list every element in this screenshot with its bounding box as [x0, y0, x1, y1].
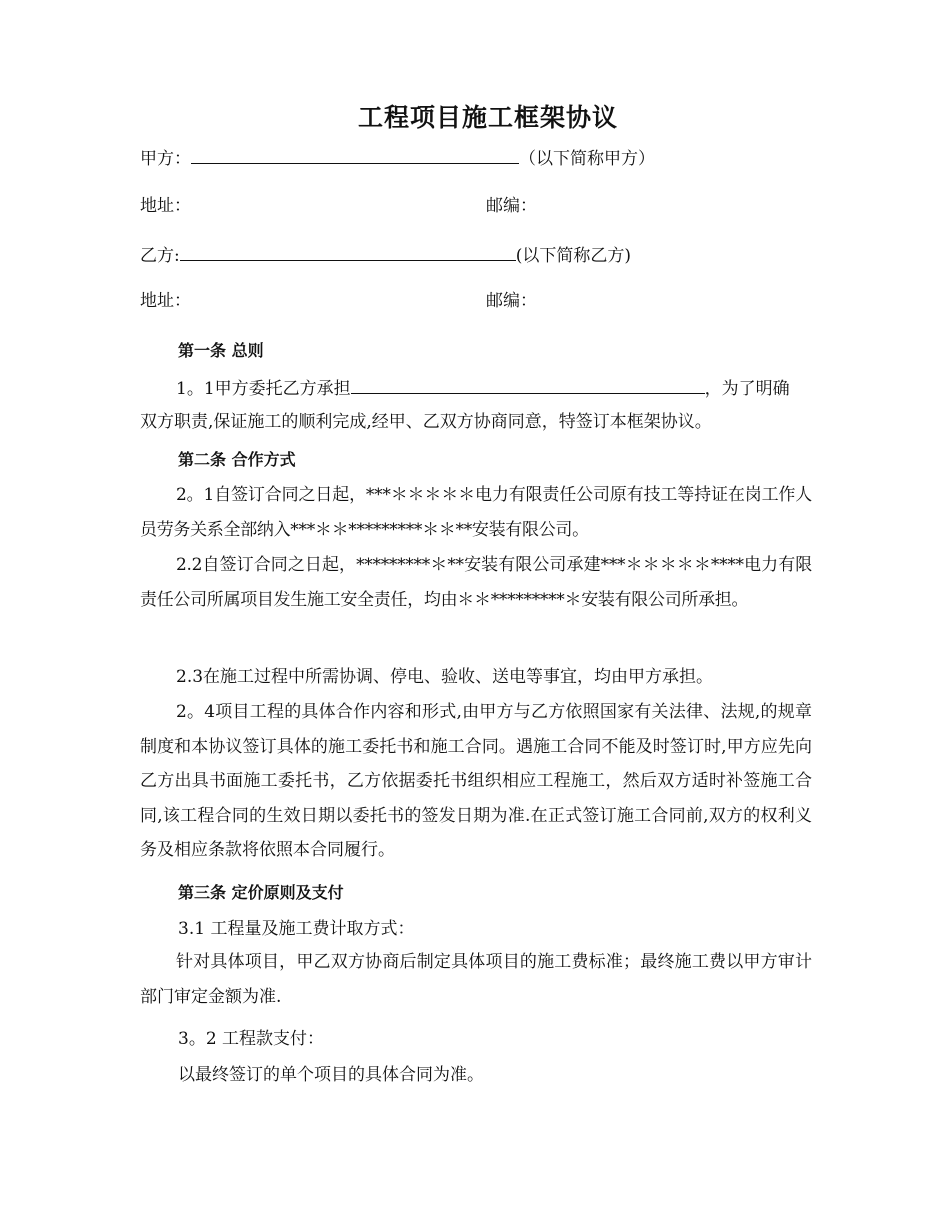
clause-2-1: 2。1自签订合同之日起，***＊＊＊＊＊电力有限责任公司原有技工等持证在岗工作人员劳务关系全部纳入***＊＊*********＊＊**安装有限公司。 — [140, 485, 812, 540]
party-b-postcode: 邮编： — [486, 291, 537, 311]
party-b-address: 地址： — [140, 291, 191, 311]
party-b-blank[interactable] — [180, 242, 516, 261]
clause-3-2-text: 以最终签订的单个项目的具体合同为准。 — [178, 1065, 484, 1085]
clause-3-1-title: 3.1 工程量及施工费计取方式： — [178, 919, 415, 939]
party-a-address: 地址： — [140, 196, 191, 216]
clause-2-2: 2.2自签订合同之日起，*********＊**安装有限公司承建***＊＊＊＊＊****电力有限责任公司所属项目发生施工安全责任，均由＊＊*********＊安装有限公司所承担。 — [140, 555, 812, 610]
party-a-suffix: （以下简称甲方） — [519, 149, 655, 169]
article-3-heading: 第三条 定价原则及支付 — [178, 883, 344, 902]
clause-1-1-line2: 双方职责,保证施工的顺利完成,经甲、乙双方协商同意，特签订本框架协议。 — [140, 412, 712, 432]
clause-3-2-title: 3。2 工程款支付： — [178, 1029, 325, 1049]
party-a-blank[interactable] — [191, 145, 519, 164]
clause-3-1-text: 针对具体项目，甲乙双方协商后制定具体项目的施工费标准；最终施工费以甲方审计部门审定金额为准. — [140, 952, 812, 1007]
clause-2-3: 2.3在施工过程中所需协调、停电、验收、送电等事宜，均由甲方承担。 — [176, 667, 714, 687]
party-a-label: 甲方： — [140, 149, 191, 169]
clause-1-1-suffix: ，为了明确 — [704, 379, 790, 399]
party-b-line — [140, 242, 631, 268]
article-1-heading: 第一条 总则 — [178, 341, 264, 360]
clause-1-1 — [176, 375, 790, 401]
project-blank[interactable] — [351, 375, 705, 394]
party-a-line — [140, 145, 655, 171]
document-title: 工程项目施工框架协议 — [357, 103, 618, 132]
party-b-label: 乙方: — [140, 246, 180, 266]
article-2-heading: 第二条 合作方式 — [178, 450, 296, 469]
clause-2-4: 2。4项目工程的具体合作内容和形式,由甲方与乙方依照国家有关法律、法规,的规章制度和本协议签订具体的施工委托书和施工合同。遇施工合同不能及时签订时,甲方应先向乙方出具书面施工委托书，乙方依据委托书组织相应工程施工，然后双方适时补签施工合同,该工程合同的生效日期以委托书的签发日期为准.在正式签订施工合同前,双方的权利义务及相应条款将依照本合同履行。 — [140, 702, 812, 860]
party-a-postcode: 邮编： — [486, 196, 537, 216]
clause-1-1-prefix: 1。1甲方委托乙方承担 — [176, 379, 351, 399]
party-b-suffix: (以下简称乙方) — [515, 246, 631, 266]
